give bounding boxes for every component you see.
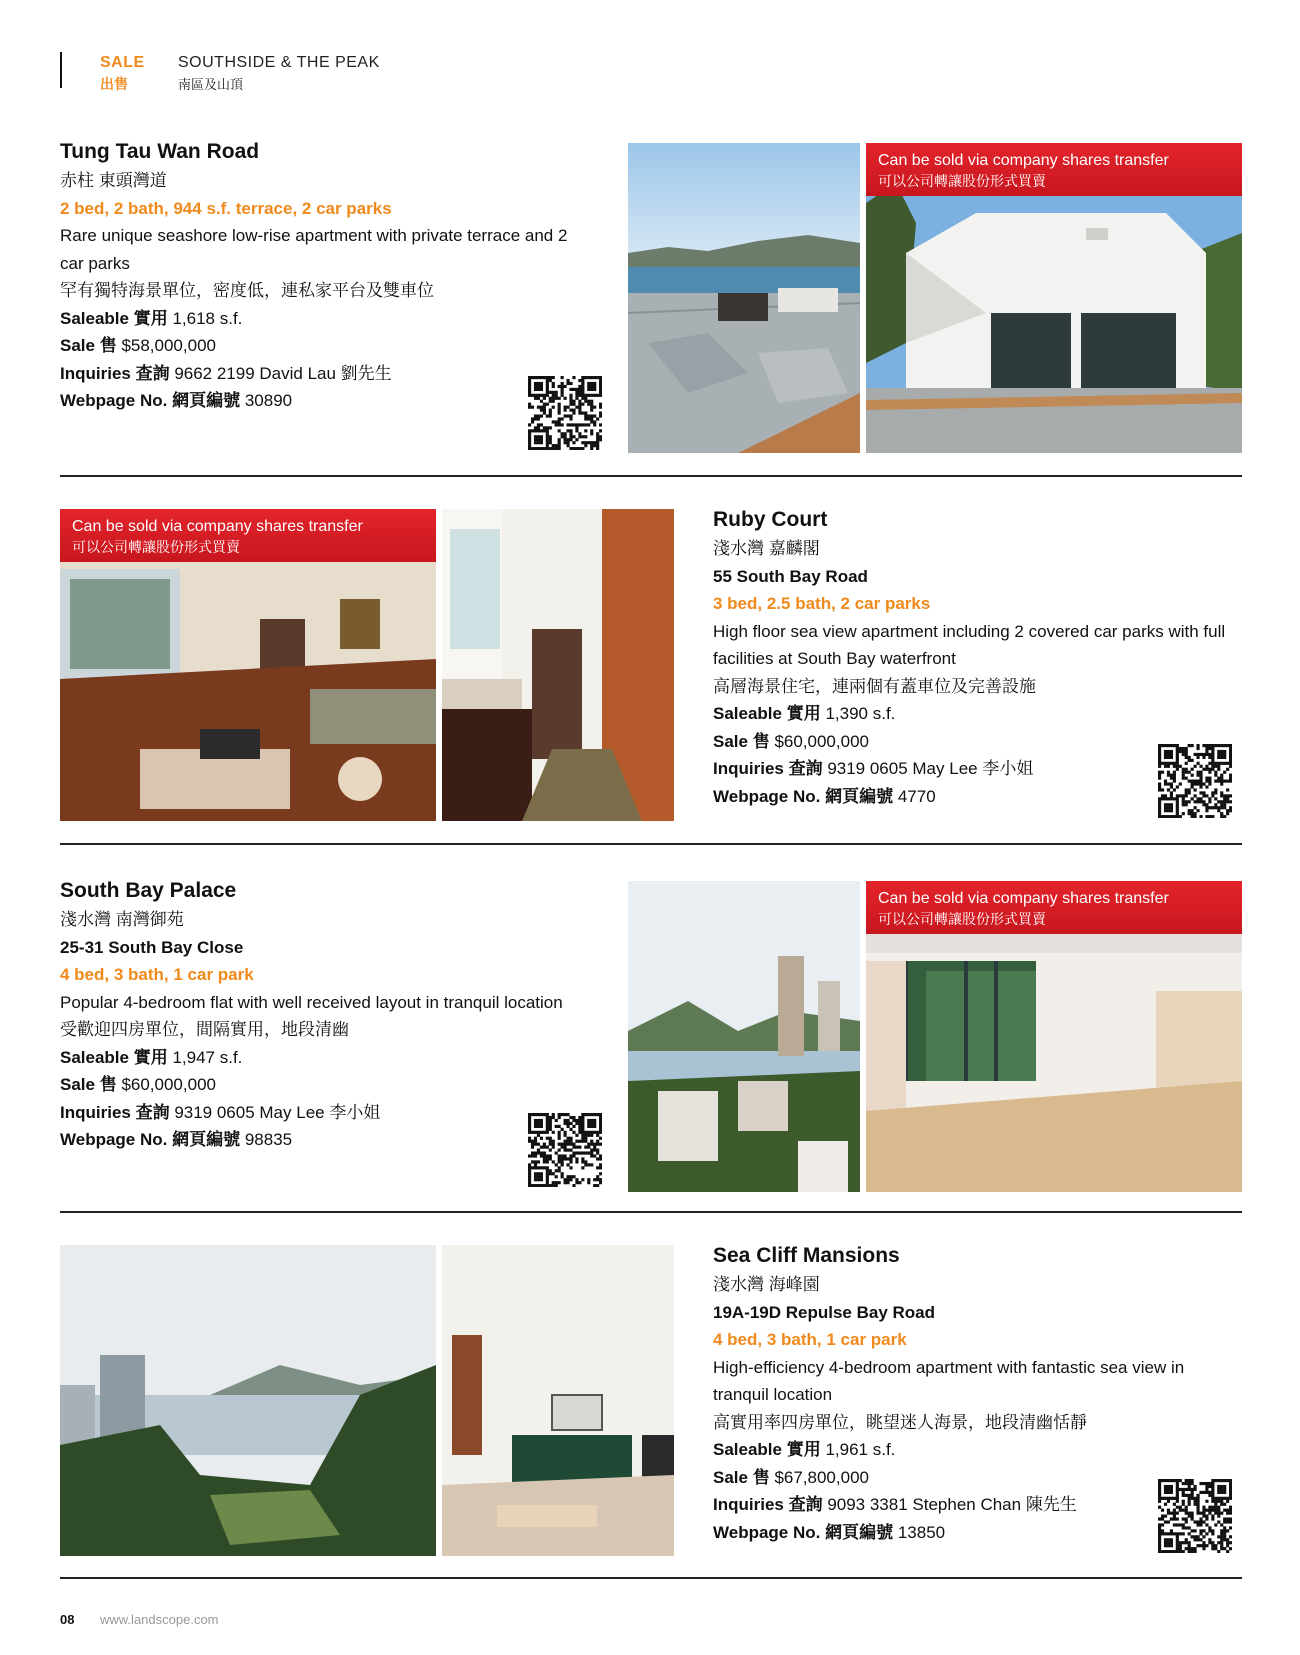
listing-info [713,505,1233,810]
page-number: 08 [60,1612,75,1627]
listing-address: 25-31 South Bay Close [60,937,244,957]
sale-price: $67,800,000 [774,1467,869,1487]
listing-title: Sea Cliff Mansions [713,1244,900,1267]
webpage-number[interactable]: 98835 [244,1130,293,1149]
banner-text: Can be sold via company shares transfer [878,152,1169,169]
living-room-photo [60,509,436,821]
webpage-label: Webpage No. 網頁編號 [60,391,241,410]
webpage-number[interactable]: 4770 [897,786,936,806]
listing-title: South Bay Palace [60,879,237,902]
listing-info [60,137,580,415]
listing-info [713,1241,1233,1546]
sale-label: Sale 售 [60,1075,117,1094]
saleable-label: Saleable 實用 [60,308,168,328]
section-divider [60,475,1242,477]
webpage-number[interactable]: 13850 [897,1522,946,1542]
header-bar [60,52,62,88]
saleable-value: 1,961 s.f. [825,1440,896,1459]
listing-title-zh: 赤柱 東頭灣道 [60,171,167,190]
qr-code-icon[interactable] [528,376,602,450]
shares-transfer-banner [866,881,1242,934]
listing-address: 55 South Bay Road [713,566,868,586]
listing-info [60,876,620,1154]
saleable-value: 1,618 s.f. [172,308,243,328]
inquiries-label: Inquiries 查詢 [60,1102,170,1122]
sale-label: Sale 售 [60,336,117,355]
qr-code-icon[interactable] [1158,744,1232,818]
inquiries-contact: 9319 0605 May Lee 李小姐 [174,1102,381,1122]
sale-label: Sale 售 [713,731,770,751]
sea-view-photo [60,1245,436,1556]
listing-spec: 3 bed, 2.5 bath, 2 car parks [713,594,931,613]
inquiries-label: Inquiries 查詢 [713,1495,823,1514]
qr-code-icon[interactable] [528,1113,602,1187]
listing-description-zh: 受歡迎四房單位，間隔實用，地段清幽 [60,1020,349,1039]
banner-text-zh: 可以公司轉讓股份形式買賣 [878,911,1046,927]
inquiries-contact: 9093 3381 Stephen Chan 陳先生 [827,1495,1077,1514]
saleable-label: Saleable 實用 [60,1047,168,1067]
white-house-photo [866,143,1242,453]
listing-description: Popular 4-bedroom flat with well received layout in tranquil location [60,992,563,1012]
qr-code-icon[interactable] [1158,1479,1232,1553]
inquiries-contact: 9319 0605 May Lee 李小姐 [827,759,1034,778]
region-title: SOUTHSIDE & THE PEAK [178,54,380,71]
listing-spec: 2 bed, 2 bath, 944 s.f. terrace, 2 car parks [60,198,392,218]
webpage-label: Webpage No. 網頁編號 [713,786,894,806]
bay-view-photo [628,881,860,1192]
inquiries-label: Inquiries 查詢 [713,759,823,778]
section-divider [60,843,1242,845]
listing-spec: 4 bed, 3 bath, 1 car park [60,965,254,984]
listing-address: 19A-19D Repulse Bay Road [713,1302,936,1322]
webpage-label: Webpage No. 網頁編號 [713,1522,894,1542]
inquiries-label: Inquiries 查詢 [60,363,170,383]
listing-title: Ruby Court [713,508,828,531]
listing-title-zh: 淺水灣 海峰園 [713,1275,820,1294]
sale-price: $58,000,000 [121,336,216,355]
listing-description-zh: 高層海景住宅，連兩個有蓋車位及完善設施 [713,676,1036,696]
inquiries-contact: 9662 2199 David Lau 劉先生 [174,363,392,383]
listing-description-zh: 高實用率四房單位，眺望迷人海景，地段清幽恬靜 [713,1412,1087,1432]
section-divider [60,1211,1242,1213]
section-sale-label-zh: 出售 [100,76,128,92]
lounge-photo [442,1245,674,1556]
listing-title-zh: 淺水灣 南灣御苑 [60,910,184,929]
terrace-sea-photo [628,143,860,453]
listing-description: High floor sea view apartment including 2 covered car parks with full facilities at South Bay waterfront [713,621,1226,668]
empty-room-photo [866,881,1242,1192]
webpage-label: Webpage No. 網頁編號 [60,1130,241,1149]
sale-price: $60,000,000 [774,731,869,751]
banner-text-zh: 可以公司轉讓股份形式買賣 [72,539,240,555]
banner-text: Can be sold via company shares transfer [72,518,363,535]
saleable-value: 1,947 s.f. [172,1047,243,1067]
section-divider [60,1577,1242,1579]
shares-transfer-banner [866,143,1242,196]
listing-spec: 4 bed, 3 bath, 1 car park [713,1330,907,1349]
listing-title: Tung Tau Wan Road [60,140,260,163]
listing-title-zh: 淺水灣 嘉麟閣 [713,539,820,558]
section-sale-label: SALE [100,54,145,71]
sale-label: Sale 售 [713,1467,770,1487]
region-title-zh: 南區及山頂 [178,77,244,92]
banner-text-zh: 可以公司轉讓股份形式買賣 [878,173,1046,189]
banner-text: Can be sold via company shares transfer [878,890,1169,907]
listing-description: Rare unique seashore low-rise apartment with private terrace and 2 car parks [60,226,568,273]
sale-price: $60,000,000 [121,1075,216,1094]
webpage-number[interactable]: 30890 [244,391,293,410]
listing-description-zh: 罕有獨特海景單位，密度低，連私家平台及雙車位 [60,281,434,300]
hallway-photo [442,509,674,821]
saleable-value: 1,390 s.f. [825,704,896,723]
listing-description: High-efficiency 4-bedroom apartment with fantastic sea view in tranquil location [713,1357,1185,1404]
saleable-label: Saleable 實用 [713,1440,821,1459]
shares-transfer-banner [60,509,436,562]
footer-url[interactable]: www.landscope.com [100,1612,219,1627]
saleable-label: Saleable 實用 [713,704,821,723]
